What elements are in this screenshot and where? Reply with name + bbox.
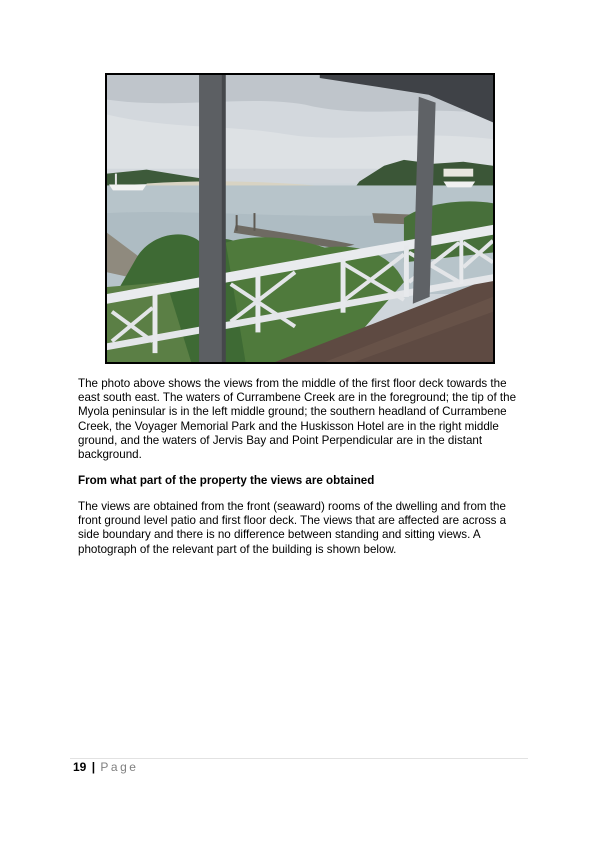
photo-illustration bbox=[107, 75, 493, 362]
deck-view-photo bbox=[105, 73, 495, 364]
page-label: Page bbox=[100, 760, 139, 774]
footer-divider bbox=[70, 758, 528, 759]
views-description-paragraph: The views are obtained from the front (seaward) rooms of the dwelling and from the front ground level patio and first floor deck. The views that are affected are across a side boundary and there is no difference between standing and sitting views. A photograph of the relevant part of the building is shown below. bbox=[78, 500, 507, 556]
photo-description-paragraph: The photo above shows the views from the middle of the first floor deck towards the east south east. The waters of Currambene Creek are in the foreground; the tip of the Myola peninsular is in the left middle ground; the southern headland of Currambene Creek, the Voyager Memorial Park and the Huskisson Hotel are in the right middle ground, and the waters of Jervis Bay and Point Perpendicular are in the distant background. bbox=[78, 377, 517, 462]
page-footer bbox=[73, 760, 138, 774]
section-heading: From what part of the property the views are obtained bbox=[78, 474, 375, 487]
page-number: 19 bbox=[73, 760, 87, 774]
footer-separator: | bbox=[91, 760, 96, 774]
